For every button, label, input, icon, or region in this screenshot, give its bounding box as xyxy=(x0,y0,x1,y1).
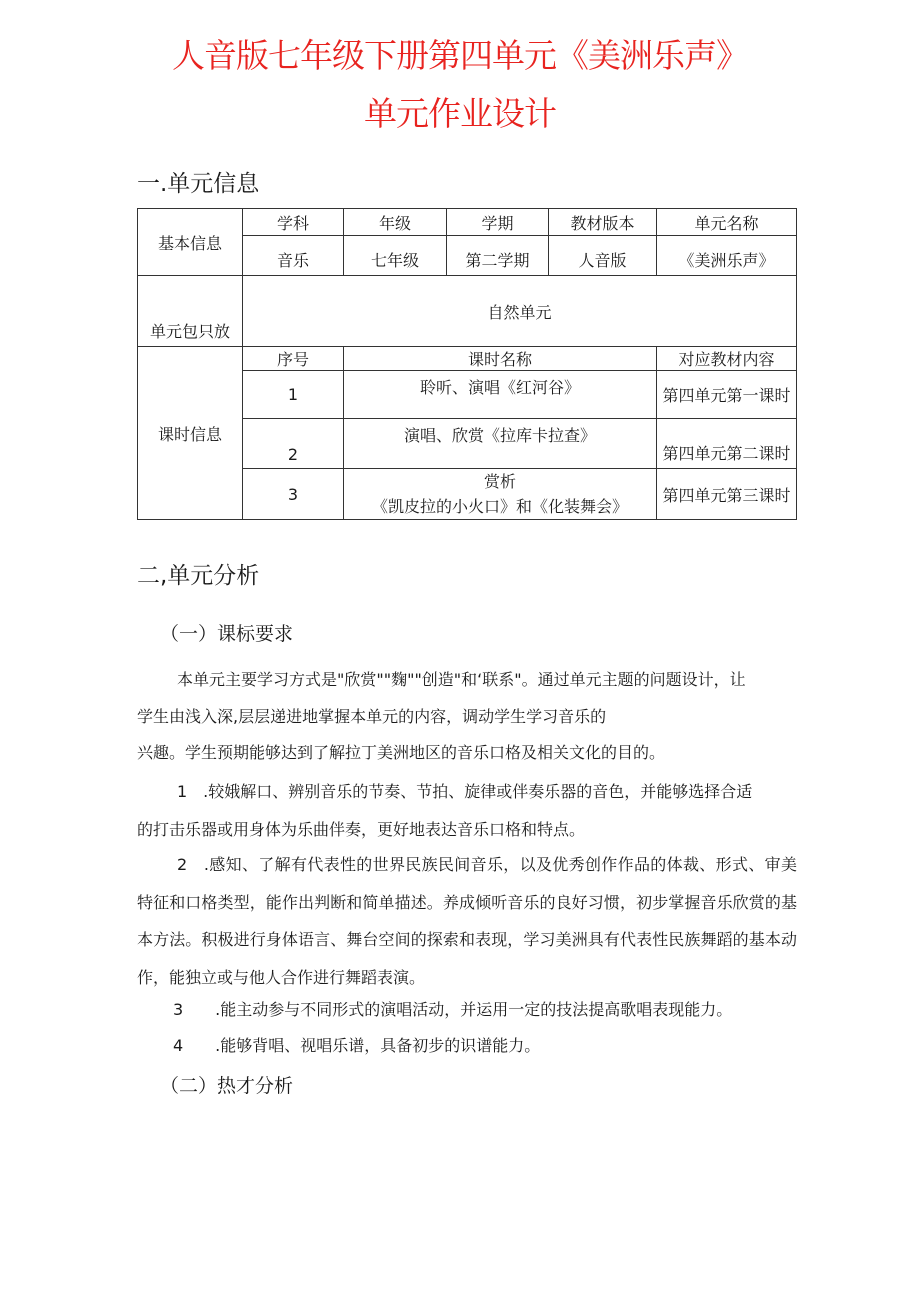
document-title-line2: 单元作业设计 xyxy=(364,94,556,133)
lesson-name: 聆听、演唱《红河谷》 xyxy=(344,371,657,419)
header-subject: 学科 xyxy=(243,209,344,236)
lesson-content: 第四单元第三课时 xyxy=(657,469,797,520)
lesson-name xyxy=(344,469,657,520)
intro-line3: 兴趣。学生预期能够达到了解拉丁美洲地区的音乐口格及相关文化的目的。 xyxy=(137,743,666,762)
value-subject: 音乐 xyxy=(243,236,344,276)
requirement-1-line2: 的打击乐器或用身体为乐曲伴奏，更好地表达音乐口格和特点。 xyxy=(137,820,586,839)
lesson-no: 3 xyxy=(243,469,344,520)
requirement-4: 4 .能够背唱、视唱乐谱，具备初步的识谱能力。 xyxy=(173,1036,541,1055)
lesson-info-label: 课时信息 xyxy=(138,347,243,520)
lesson-no: 1 xyxy=(243,371,344,419)
requirement-1-line1: 1 .较娥解口、辨别音乐的节奏、节拍、旋律或伴奏乐器的音色，并能够选择合适 xyxy=(177,782,753,801)
unit-type-label: 单元包只放 xyxy=(138,276,243,347)
requirement-2: 2 .感知、了解有代表性的世界民族民间音乐，以及优秀创作作品的体裁、形式、审美特征和口格类型，能作出判断和简单描述。养成倾听音乐的良好习惯，初步掌握音乐欣赏的基本方法。积极进行身体语言、舞台空间的探索和表现，学习美洲具有代表性民族舞蹈的基本动作，能独立或与他人合作进行舞蹈表演。 xyxy=(137,855,797,987)
lesson-header-name: 课时名称 xyxy=(344,347,657,371)
lesson-name-line1: 赏析 xyxy=(483,472,516,491)
unit-type-value: 自然单元 xyxy=(243,276,797,347)
requirement-3: 3 .能主动参与不同形式的演唱活动，并运用一定的技法提高歌唱表现能力。 xyxy=(173,1000,733,1019)
header-term: 学期 xyxy=(447,209,549,236)
unit-info-table xyxy=(137,208,797,520)
lesson-content: 第四单元第二课时 xyxy=(657,419,797,469)
value-term: 第二学期 xyxy=(447,236,549,276)
value-grade: 七年级 xyxy=(344,236,447,276)
lesson-name-line2: 《凯皮拉的小火口》和《化装舞会》 xyxy=(371,497,628,516)
lesson-name: 演唱、欣赏《拉库卡拉查》 xyxy=(344,419,657,469)
lesson-header-no: 序号 xyxy=(243,347,344,371)
header-edition: 教材版本 xyxy=(549,209,657,236)
lesson-no: 2 xyxy=(243,419,344,469)
basic-info-label: 基本信息 xyxy=(138,209,243,276)
lesson-content: 第四单元第一课时 xyxy=(657,371,797,419)
value-edition: 人音版 xyxy=(549,236,657,276)
subsection-analysis-heading: （二）热才分析 xyxy=(160,1075,294,1097)
lesson-header-content: 对应教材内容 xyxy=(657,347,797,371)
intro-line2: 学生由浅入深,层层递进地掌握本单元的内容，调动学生学习音乐的 xyxy=(137,707,607,726)
section1-heading: 一.单元信息 xyxy=(137,171,260,197)
value-unit-name: 《美洲乐声》 xyxy=(657,236,797,276)
subsection-curriculum-heading: （一）课标要求 xyxy=(160,623,294,645)
document-title-line1: 人音版七年级下册第四单元《美洲乐声》 xyxy=(172,36,748,75)
header-grade: 年级 xyxy=(344,209,447,236)
intro-line1: 本单元主要学习方式是"欣赏""麴""创造"和‘联系"。通过单元主题的问题设计，让 xyxy=(177,670,746,689)
header-unit-name: 单元名称 xyxy=(657,209,797,236)
section2-heading: 二,单元分析 xyxy=(137,563,260,589)
